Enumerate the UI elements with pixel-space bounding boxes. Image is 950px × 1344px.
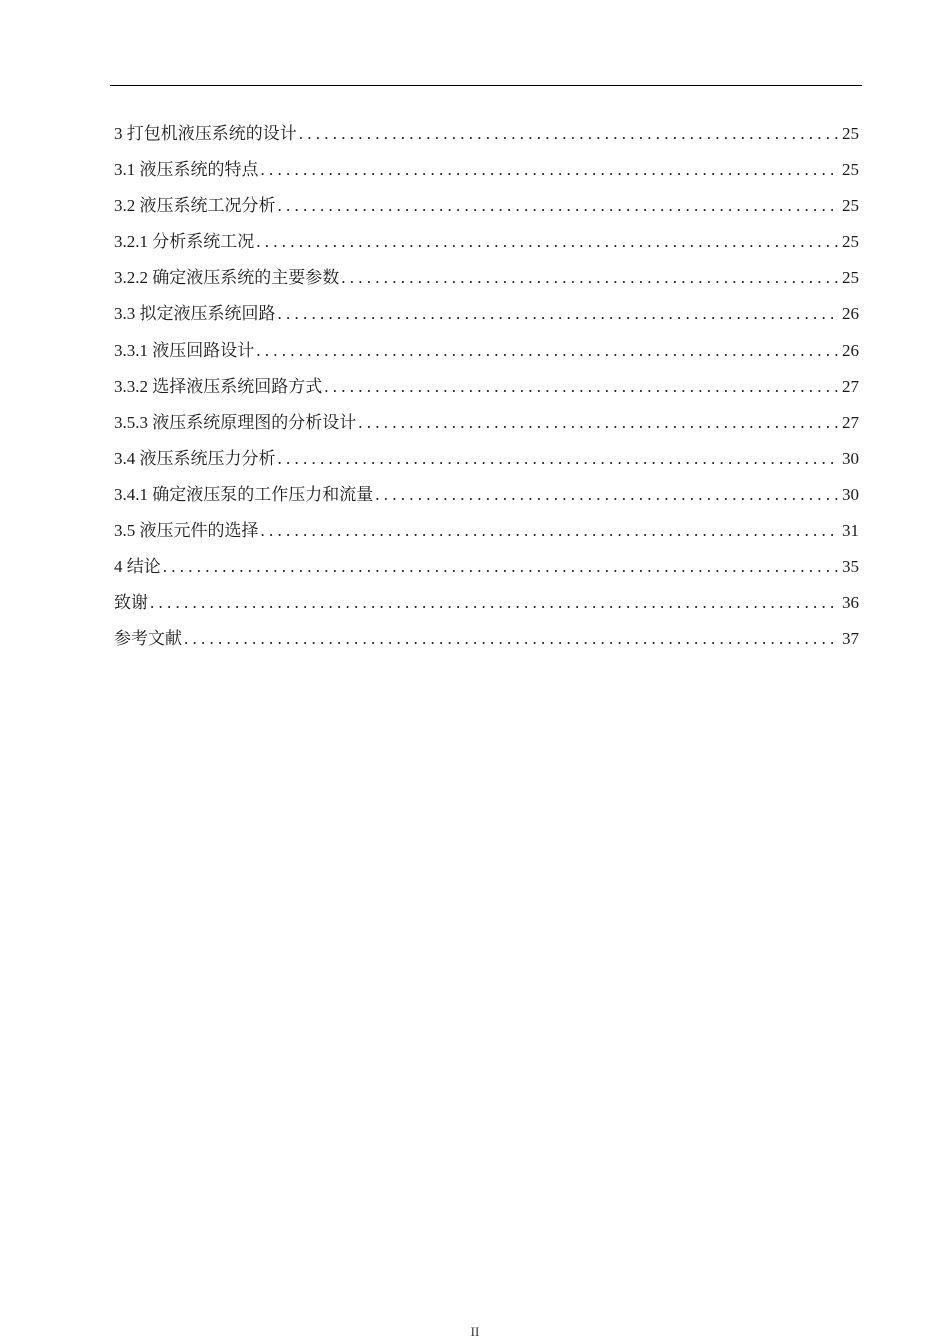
toc-entry-page: 25 xyxy=(842,124,859,143)
toc-entry-title: 3.4.1 确定液压泵的工作压力和流量 xyxy=(114,484,374,504)
toc-dot-leader xyxy=(161,549,838,585)
toc-entry-page: 35 xyxy=(842,557,859,577)
toc-dot-leader xyxy=(182,621,838,657)
toc-entry-title: 3.2.2 确定液压系统的主要参数 xyxy=(114,268,340,288)
toc-entry-page: 25 xyxy=(842,196,859,216)
toc-entry-page: 37 xyxy=(842,629,859,649)
toc-entry-title: 3.2.1 分析系统工况 xyxy=(114,232,255,252)
toc-entry[interactable] xyxy=(114,441,859,477)
toc-entry-title: 4 结论 xyxy=(114,557,161,577)
toc-dot-leader xyxy=(356,405,838,441)
toc-dot-leader xyxy=(259,152,839,188)
toc-entry-page: 27 xyxy=(842,376,859,396)
toc-dot-leader xyxy=(373,477,838,513)
toc-entry[interactable] xyxy=(114,188,859,224)
toc-entry-page: 26 xyxy=(842,304,859,324)
toc-entry-title: 3.1 液压系统的特点 xyxy=(114,160,259,180)
toc-dot-leader xyxy=(297,116,838,152)
toc-entry-page: 30 xyxy=(842,484,859,504)
toc-entry-title: 3.3.1 液压回路设计 xyxy=(114,340,255,360)
toc-entry-title: 3.5.3 液压系统原理图的分析设计 xyxy=(114,412,357,432)
toc-entry-title: 3 打包机液压系统的设计 xyxy=(114,124,297,143)
toc-dot-leader xyxy=(259,513,839,549)
toc-entry-title: 参考文献 xyxy=(114,629,182,649)
toc-entry[interactable] xyxy=(114,369,859,405)
toc-entry-title: 3.3.2 选择液压系统回路方式 xyxy=(114,376,323,396)
toc-entry-page: 25 xyxy=(842,160,859,180)
toc-entry[interactable] xyxy=(114,513,859,549)
toc-dot-leader xyxy=(322,369,838,405)
toc-dot-leader xyxy=(276,441,839,477)
toc-entry[interactable] xyxy=(114,224,859,260)
toc-entry[interactable] xyxy=(114,333,859,369)
header-rule xyxy=(110,85,862,86)
toc-dot-leader xyxy=(276,188,839,224)
toc-entry[interactable] xyxy=(114,260,859,296)
toc-entry-page: 30 xyxy=(842,448,859,468)
toc-entry-page: 25 xyxy=(842,232,859,252)
toc-entry-title: 3.4 液压系统压力分析 xyxy=(114,448,276,468)
toc-entry[interactable] xyxy=(114,621,859,657)
toc-entry-title: 3.2 液压系统工况分析 xyxy=(114,196,276,216)
toc-entry[interactable] xyxy=(114,585,859,621)
toc-dot-leader xyxy=(276,296,839,332)
toc-entry[interactable] xyxy=(114,116,859,152)
footer-page-number: II xyxy=(470,1324,480,1339)
toc-entry[interactable] xyxy=(114,549,859,585)
toc-entry-page: 31 xyxy=(842,521,859,541)
toc-entry-title: 致谢 xyxy=(114,593,148,613)
toc-dot-leader xyxy=(254,333,838,369)
toc-entry-title: 3.5 液压元件的选择 xyxy=(114,521,259,541)
toc-entry[interactable] xyxy=(114,152,859,188)
toc-dot-leader xyxy=(254,224,838,260)
table-of-contents xyxy=(114,116,859,657)
toc-entry-title: 3.3 拟定液压系统回路 xyxy=(114,304,276,324)
toc-entry[interactable] xyxy=(114,296,859,332)
toc-entry-page: 36 xyxy=(842,593,859,613)
toc-dot-leader xyxy=(148,585,838,621)
toc-entry-page: 27 xyxy=(842,412,859,432)
toc-entry-page: 26 xyxy=(842,340,859,360)
toc-entry[interactable] xyxy=(114,405,859,441)
toc-entry[interactable] xyxy=(114,477,859,513)
toc-dot-leader xyxy=(339,260,838,296)
toc-entry-page: 25 xyxy=(842,268,859,288)
